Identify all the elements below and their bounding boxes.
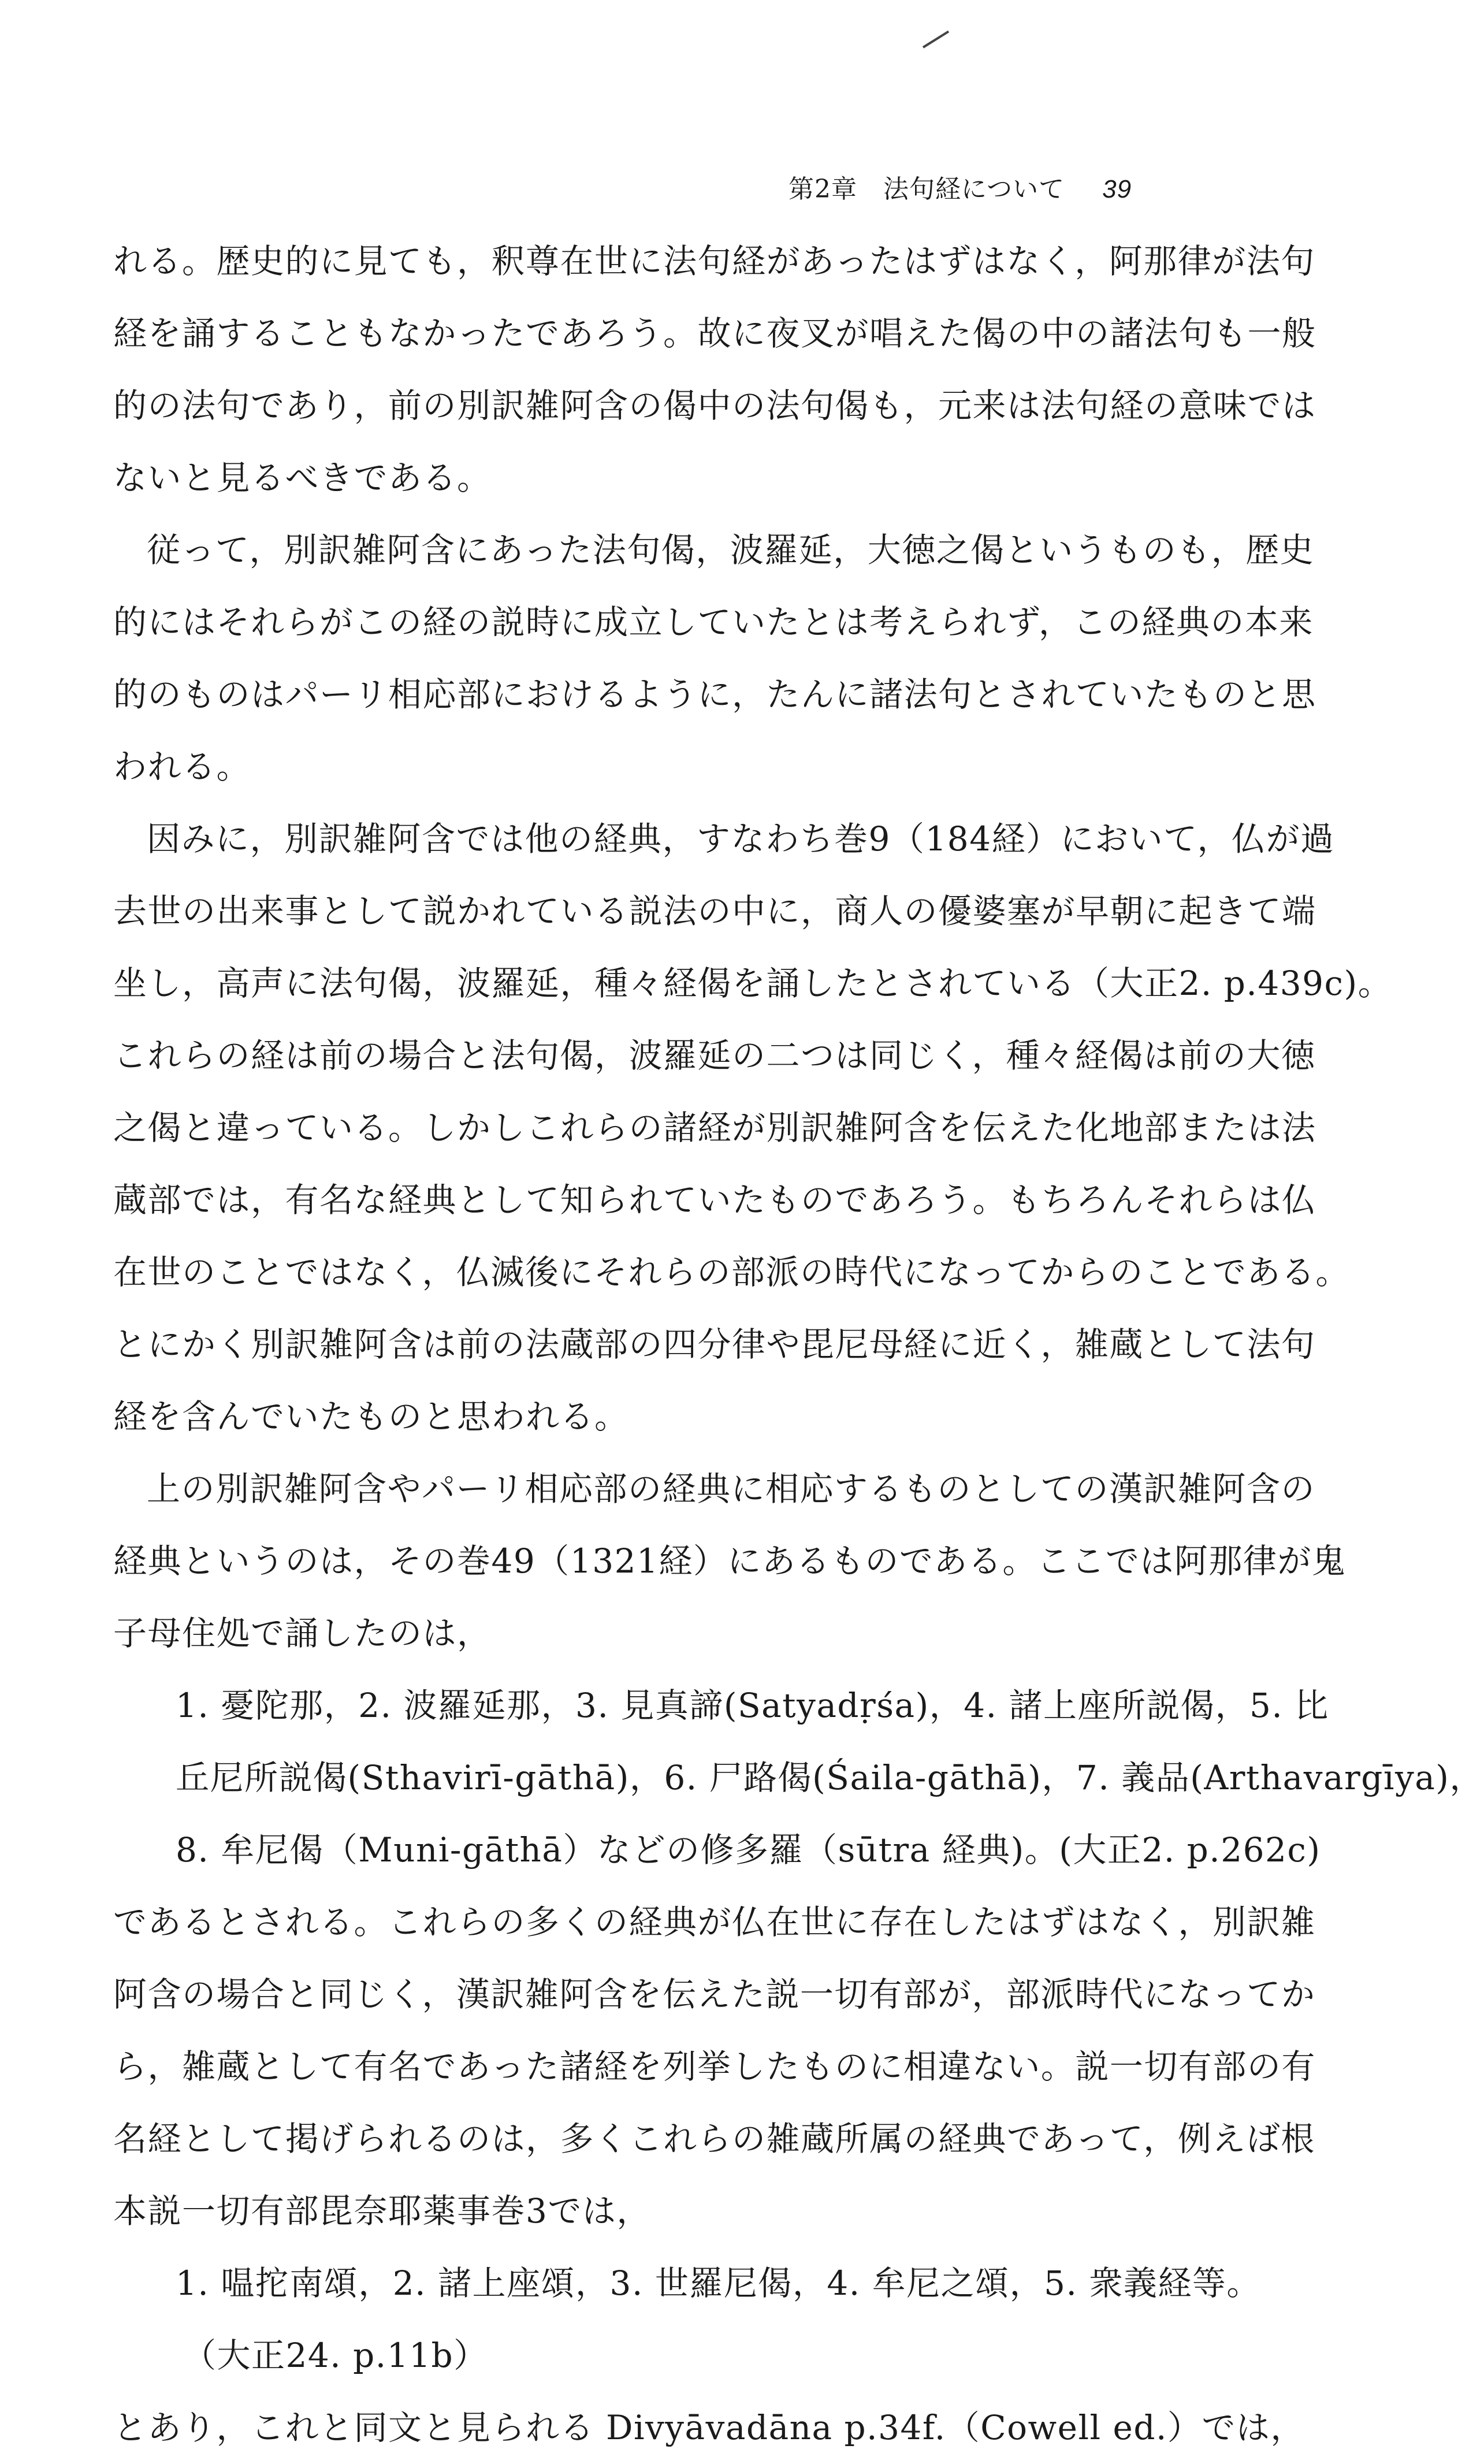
text-line: 経を含んでいたものと思われる。 bbox=[113, 1397, 629, 1436]
text-line: われる。 bbox=[113, 747, 251, 786]
text-line: 去世の出来事として説かれている説法の中に，商人の優婆塞が早朝に起きて端 bbox=[113, 891, 1316, 931]
list-line: 丘尼所説偈(Sthavirī-gāthā)，6. 尸路偈(Śaila-gāthā)，7. 義品(Arthavargīya)， bbox=[176, 1758, 1484, 1797]
text-line: 的のものはパーリ相応部におけるように，たんに諸法句とされていたものと思 bbox=[113, 675, 1316, 714]
list-line: 1. 憂陀那，2. 波羅延那，3. 見真諦(Satyadṛśa)，4. 諸上座所説偈，5. 比 bbox=[176, 1686, 1329, 1725]
citation-line: （大正24. p.11b） bbox=[183, 2336, 488, 2375]
text-line: 因みに，別訳雑阿含では他の経典，すなわち巻9（184経）において，仏が過 bbox=[147, 819, 1335, 859]
text-line: ら，雑蔵として有名であった諸経を列挙したものに相違ない。説一切有部の有 bbox=[113, 2047, 1316, 2086]
text-line: これらの経は前の場合と法句偈，波羅延の二つは同じく，種々経偈は前の大徳 bbox=[113, 1036, 1316, 1075]
text-line: 上の別訳雑阿含やパーリ相応部の経典に相応するものとしての漢訳雑阿含の bbox=[147, 1469, 1316, 1508]
text-line: 本説一切有部毘奈耶薬事巻3では， bbox=[113, 2191, 651, 2231]
text-line: とあり，これと同文と見られる Divyāvadāna p.34f.（Cowell ed.）では， bbox=[113, 2408, 1305, 2447]
body-text bbox=[113, 225, 1484, 2464]
pencil-mark bbox=[923, 31, 949, 49]
text-line: 蔵部では，有名な経典として知られていたものであろう。もちろんそれらは仏 bbox=[113, 1180, 1316, 1220]
page-number: 39 bbox=[1102, 175, 1132, 203]
text-line: 坐し，高声に法句偈，波羅延，種々経偈を誦したとされている（大正2. p.439c)。 bbox=[113, 964, 1393, 1003]
text-line: とにかく別訳雑阿含は前の法蔵部の四分律や毘尼母経に近く，雑蔵として法句 bbox=[113, 1325, 1316, 1364]
text-line: 的の法句であり，前の別訳雑阿含の偈中の法句偈も，元来は法句経の意味では bbox=[113, 386, 1316, 425]
list-line: 8. 牟尼偈（Muni-gāthā）などの修多羅（sūtra 経典)。(大正2. p.262c) bbox=[176, 1830, 1321, 1870]
text-line: ないと見るべきである。 bbox=[113, 458, 492, 497]
text-line: 経を誦することもなかったであろう。故に夜叉が唱えた偈の中の諸法句も一般 bbox=[113, 314, 1316, 353]
text-line: 阿含の場合と同じく，漢訳雑阿含を伝えた説一切有部が，部派時代になってか bbox=[113, 1975, 1316, 2014]
text-line: 名経として掲げられるのは，多くこれらの雑蔵所属の経典であって，例えば根 bbox=[113, 2119, 1315, 2158]
text-line: 子母住処で誦したのは， bbox=[113, 1614, 492, 1653]
text-line: 在世のことではなく，仏滅後にそれらの部派の時代になってからのことである。 bbox=[113, 1253, 1350, 1292]
text-line: 従って，別訳雑阿含にあった法句偈，波羅延，大徳之偈というものも，歴史 bbox=[147, 530, 1315, 570]
text-line: 的にはそれらがこの経の説時に成立していたとは考えられず，この経典の本来 bbox=[113, 603, 1314, 642]
text-line: れる。歴史的に見ても，釈尊在世に法句経があったはずはなく，阿那律が法句 bbox=[113, 241, 1315, 281]
text-line: 経典というのは，その巻49（1321経）にあるものである。ここでは阿那律が鬼 bbox=[113, 1541, 1347, 1581]
text-line: であるとされる。これらの多くの経典が仏在世に存在したはずはなく，別訳雑 bbox=[113, 1902, 1316, 1942]
chapter-title: 第2章 法句経について bbox=[789, 174, 1065, 204]
list-line: 1. 嗢拕南頌，2. 諸上座頌，3. 世羅尼偈，4. 牟尼之頌，5. 衆義経等。 bbox=[176, 2264, 1261, 2303]
running-head bbox=[789, 173, 1132, 206]
text-line: 之偈と違っている。しかしこれらの諸経が別訳雑阿含を伝えた化地部または法 bbox=[113, 1108, 1316, 1147]
